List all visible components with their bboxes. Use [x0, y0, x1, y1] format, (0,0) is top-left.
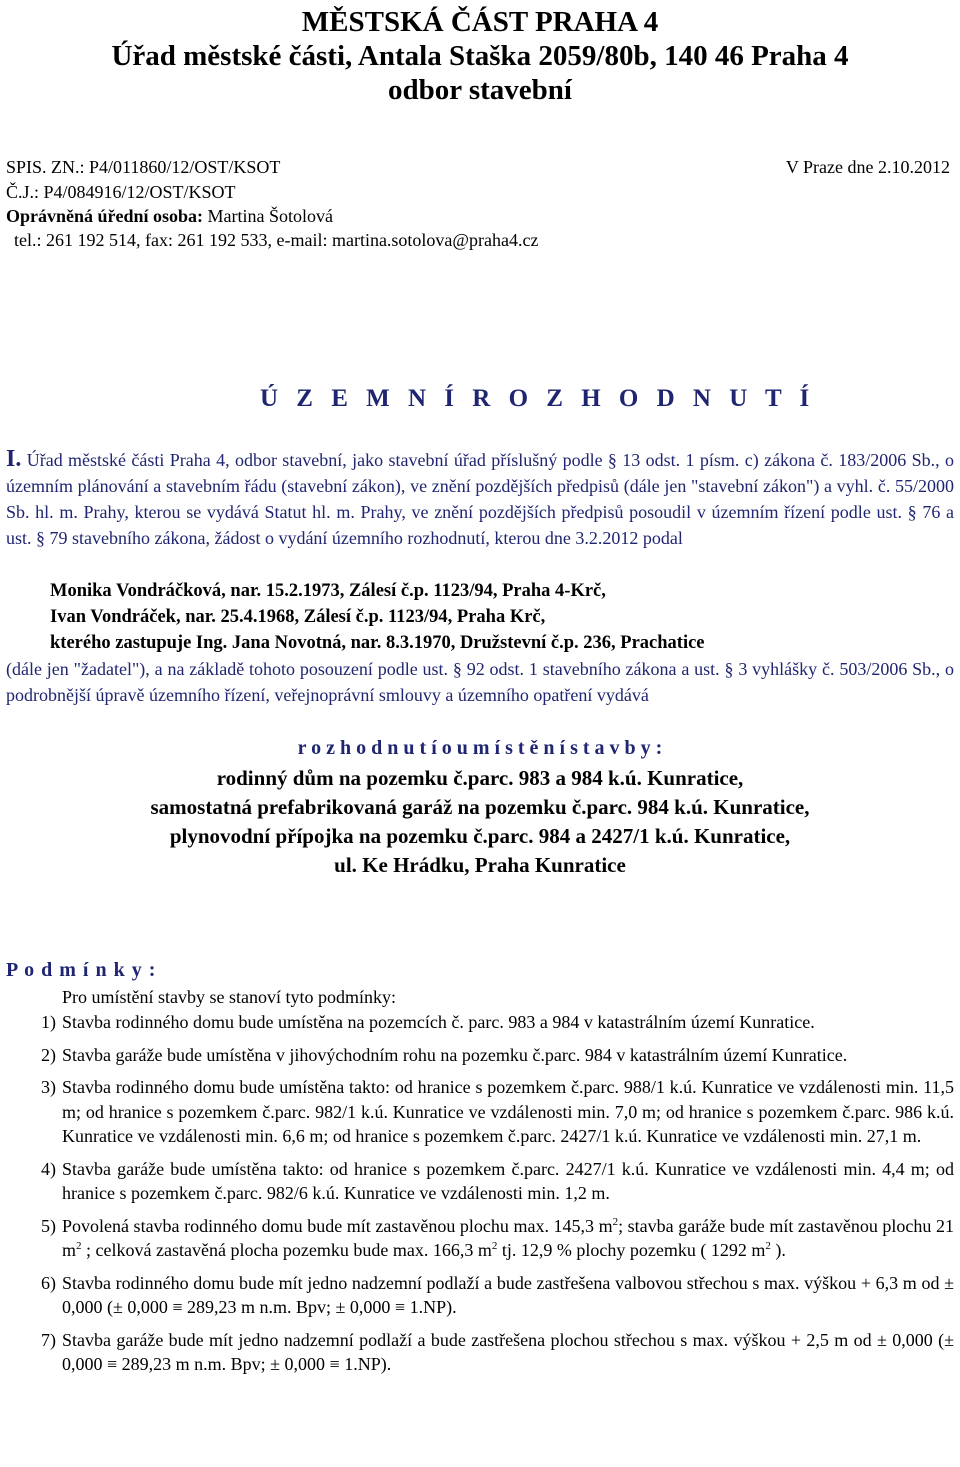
decision-line-4: ul. Ke Hrádku, Praha Kunratice	[334, 853, 626, 877]
condition-item: 6) Stavba rodinného domu bude mít jedno nadzemní podlaží a bude zastřešena valbovou střechou s max. výškou + 6,3 m od ± 0,000 (± 0,000 ≡ 289,23 m n.m. Bpv; ± 0,000 ≡ 1.NP).	[41, 1272, 954, 1317]
conditions-lead: Pro umístění stavby se stanoví tyto podmínky:	[62, 987, 396, 1007]
condition-item: 3) Stavba rodinného domu bude umístěna takto: od hranice s pozemkem č.parc. 988/1 k.ú. Kunratice ve vzdálenosti min. 11,5 m; od hranice s pozemkem č.parc. 982/1 k.ú. Kunratice ve vzdálenosti min. 7,0 m; od hranice s pozemkem č.parc. 986 k.ú. Kunratice ve vzdálenosti min. 6,6 m; od hranice s pozemkem č.parc. 2427/1 k.ú. Kunratice ve vzdálenosti min. 27,1 m.	[41, 1077, 954, 1146]
office-name: MĚSTSKÁ ČÁST PRAHA 4	[301, 6, 659, 38]
department-name: odbor stavební	[388, 74, 572, 106]
conditions-list	[6, 1010, 954, 1377]
decision-heading: r o z h o d n u t í o u m í s t ě n í s t a v b y :	[297, 737, 663, 759]
applicant-2: Ivan Vondráček, nar. 25.4.1968, Zálesí č.p. 1123/94, Praha Krč,	[50, 607, 546, 627]
official-label: Oprávněná úřední osoba:	[6, 206, 204, 226]
conditions-heading: P o d m í n k y :	[6, 959, 157, 981]
applicant-representative: kterého zastupuje Ing. Jana Novotná, nar. 8.3.1970, Družstevní č.p. 236, Prachatice	[50, 633, 705, 653]
section-numeral: I.	[6, 446, 22, 472]
issue-date: V Praze dne 2.10.2012	[785, 157, 950, 177]
decision-line-3: plynovodní přípojka na pozemku č.parc. 984 a 2427/1 k.ú. Kunratice,	[169, 824, 791, 848]
reference-number: Č.J.: P4/084916/12/OST/KSOT	[6, 182, 236, 202]
document-title: Ú Z E M N Í R O Z H O D N U T Í	[260, 385, 816, 412]
condition-item: 2) Stavba garáže bude umístěna v jihovýchodním rohu na pozemku č.parc. 984 v katastrálním území Kunratice.	[41, 1044, 848, 1065]
contact-info: tel.: 261 192 514, fax: 261 192 533, e-mail: martina.sotolova@praha4.cz	[14, 230, 539, 250]
condition-item: 4) Stavba garáže bude umístěna takto: od hranice s pozemkem č.parc. 2427/1 k.ú. Kunratice ve vzdálenosti min. 4,4 m; od hranice s pozemkem č.parc. 982/6 k.ú. Kunratice ve vzdálenosti min. 1,2 m.	[41, 1158, 954, 1203]
applicant-1: Monika Vondráčková, nar. 15.2.1973, Zálesí č.p. 1123/94, Praha 4-Krč,	[50, 581, 606, 601]
file-number: SPIS. ZN.: P4/011860/12/OST/KSOT	[6, 157, 281, 177]
decision-line-1: rodinný dům na pozemku č.parc. 983 a 984 k.ú. Kunratice,	[216, 766, 744, 790]
intro-text: Úřad městské části Praha 4, odbor stavební, jako stavební úřad příslušný podle § 13 odst. 1 písm. c) zákona č. 183/2006 Sb., o územním plánování a stavebním řádu (stavební zákon), ve znění pozdějších předpisů (dále jen "stavební zákon") a vyhl. č. 55/2000 Sb. hl. m. Prahy, kterou se vydává Statut hl. m. Prahy, ve znění pozdějších předpisů posoudil v územním řízení podle ust. § 76 a ust. § 79 stavebního zákona, žádost o vydání územního rozhodnutí, kterou dne 3.2.2012 podal	[6, 450, 954, 548]
intro-paragraph-2: (dále jen "žadatel"), a na základě tohoto posouzení podle ust. § 92 odst. 1 stavebního zákona a ust. § 3 vyhlášky č. 503/2006 Sb., o podrobnější úpravě územního řízení, veřejnoprávní smlouvy a územního opatření vydává	[6, 659, 954, 705]
condition-item: 7) Stavba garáže bude mít jedno nadzemní podlaží a bude zastřešena plochou střechou s max. výškou + 2,5 m od ± 0,000 (± 0,000 ≡ 289,23 m n.m. Bpv; ± 0,000 ≡ 1.NP).	[41, 1329, 954, 1374]
office-address: Úřad městské části, Antala Staška 2059/80b, 140 46 Praha 4	[111, 40, 849, 72]
official-person	[6, 205, 333, 227]
condition-item: 1) Stavba rodinného domu bude umístěna na pozemcích č. parc. 983 a 984 v katastrálním území Kunratice.	[41, 1012, 815, 1032]
condition-item: 5) Povolená stavba rodinného domu bude mít zastavěnou plochu max. 145,3 $m^2$; stavba garáže bude mít zastavěnou plochu 21 $m^2$ ; celková zastavěná plocha pozemku bude max. 166,3 $m^2$ tj. 12,9 % plochy pozemku ( 1292 $m^2$ ).	[41, 1215, 954, 1260]
official-name: Martina Šotolová	[203, 206, 334, 226]
intro-paragraph	[6, 446, 954, 551]
decision-line-2: samostatná prefabrikovaná garáž na pozemku č.parc. 984 k.ú. Kunratice,	[150, 795, 810, 819]
